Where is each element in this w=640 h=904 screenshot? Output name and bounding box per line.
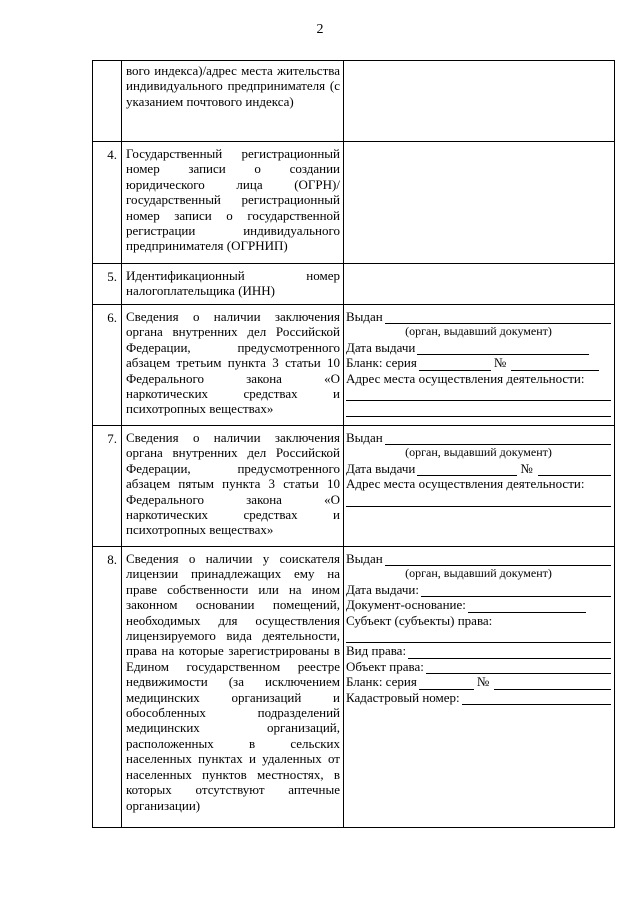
issue-date-field[interactable] — [417, 342, 589, 355]
form-series-label: Бланк: серия — [346, 674, 417, 690]
basis-doc-line — [346, 597, 611, 612]
application-form-table — [92, 60, 615, 828]
number-sign: № — [493, 355, 507, 371]
row-number: 6. — [93, 305, 122, 426]
table-row — [93, 426, 615, 547]
subjects-line — [346, 613, 611, 628]
issue-date-label: Дата выдачи — [346, 460, 416, 476]
row-fill-area[interactable] — [344, 61, 615, 142]
right-type-field[interactable] — [408, 646, 611, 659]
form-number-field[interactable] — [494, 677, 611, 690]
row-description: Государственный регистрационный номер записи о создании юридического лица (ОГРН)/государственный регистрационный номер записи о государственной регистрации индивидуального предпринимателя (ОГРНИП) — [122, 142, 344, 264]
issued-label: Выдан — [346, 550, 383, 566]
issue-date-label: Дата выдачи: — [346, 581, 420, 597]
issue-date-line — [346, 582, 611, 597]
address-line — [346, 371, 611, 386]
issuer-hint: (орган, выдавший документ) — [405, 445, 552, 460]
table-row — [93, 142, 615, 264]
right-type-label: Вид права: — [346, 643, 407, 659]
table-row — [93, 305, 615, 426]
row-number: 7. — [93, 426, 122, 547]
subjects-field[interactable] — [346, 628, 611, 643]
issued-label: Выдан — [346, 308, 383, 324]
issued-line — [346, 551, 611, 566]
form-number-field[interactable] — [511, 358, 599, 371]
address-line — [346, 476, 611, 491]
issuer-hint: (орган, выдавший документ) — [405, 324, 552, 339]
issued-label: Выдан — [346, 429, 383, 445]
table-row — [93, 61, 615, 142]
object-field[interactable] — [426, 661, 611, 674]
address-field-1[interactable] — [346, 492, 611, 507]
form-series-line — [346, 674, 611, 689]
basis-doc-label: Документ-основание: — [346, 597, 466, 613]
issue-date-field[interactable] — [417, 463, 517, 476]
object-label: Объект права: — [346, 658, 424, 674]
row-fill-area — [344, 305, 615, 426]
row-number: 4. — [93, 142, 122, 264]
address-label: Адрес места осуществления деятельности: — [346, 370, 585, 386]
number-field[interactable] — [538, 463, 611, 476]
issue-date-label: Дата выдачи — [346, 339, 416, 355]
row-number: 5. — [93, 264, 122, 305]
issuer-hint: (орган, выдавший документ) — [405, 566, 552, 581]
table-row — [93, 547, 615, 828]
basis-doc-field[interactable] — [468, 600, 586, 613]
row-fill-area[interactable] — [344, 142, 615, 264]
row-description: Идентификационный номер налогоплательщика (ИНН) — [122, 264, 344, 305]
number-sign: № — [476, 674, 490, 690]
address-field-2[interactable] — [346, 401, 611, 416]
row-description: Сведения о наличии у соискателя лицензии принадлежащих ему на праве собственности или на ином законном основании помещений, необходимых для осуществления лицензируемого вида деятельности, права на которые зарегистрированы в Едином государственном реестре недвижимости (за исключением медицинских организаций и обособленных подразделений медицинских организаций, расположенных в сельских населенных пунктах и удаленных от населенных пунктов местностях, в которых отсутствуют аптечные организации) — [122, 547, 344, 828]
row-description: Сведения о наличии заключения органа внутренних дел Российской Федерации, предусмотренного абзацем третьим пункта 3 статьи 10 Федерального закона «О наркотических средствах и психотропных веществах» — [122, 305, 344, 426]
row-fill-area[interactable] — [344, 264, 615, 305]
form-series-line — [346, 355, 611, 370]
address-field-1[interactable] — [346, 386, 611, 401]
issued-line — [346, 430, 611, 445]
issued-field[interactable] — [385, 432, 611, 445]
cadastral-label: Кадастровый номер: — [346, 689, 460, 705]
row-description: Сведения о наличии заключения органа внутренних дел Российской Федерации, предусмотренного абзацем пятым пункта 3 статьи 10 Федерального закона «О наркотических средствах и психотропных веществах» — [122, 426, 344, 547]
cadastral-field[interactable] — [462, 692, 611, 705]
issue-date-field[interactable] — [421, 584, 611, 597]
cadastral-line — [346, 690, 611, 705]
row-fill-area — [344, 547, 615, 828]
form-series-field[interactable] — [419, 677, 474, 690]
issued-field[interactable] — [385, 311, 611, 324]
row-fill-area — [344, 426, 615, 547]
number-sign: № — [520, 460, 533, 476]
subjects-label: Субъект (субъекты) права: — [346, 612, 493, 628]
form-series-field[interactable] — [419, 358, 491, 371]
form-series-label: Бланк: серия — [346, 355, 417, 371]
table-row — [93, 264, 615, 305]
page-number: 2 — [316, 22, 324, 37]
issued-line — [346, 309, 611, 324]
issue-date-line — [346, 340, 611, 355]
row-number: 8. — [93, 547, 122, 828]
address-label: Адрес места осуществления деятельности: — [346, 476, 585, 492]
object-line — [346, 659, 611, 674]
row-description: вого индекса)/адрес места жительства индивидуального предпринимателя (с указанием почтового индекса) — [122, 61, 344, 142]
row-number — [93, 61, 122, 142]
right-type-line — [346, 643, 611, 658]
issue-date-line — [346, 461, 611, 476]
issued-field[interactable] — [385, 553, 611, 566]
